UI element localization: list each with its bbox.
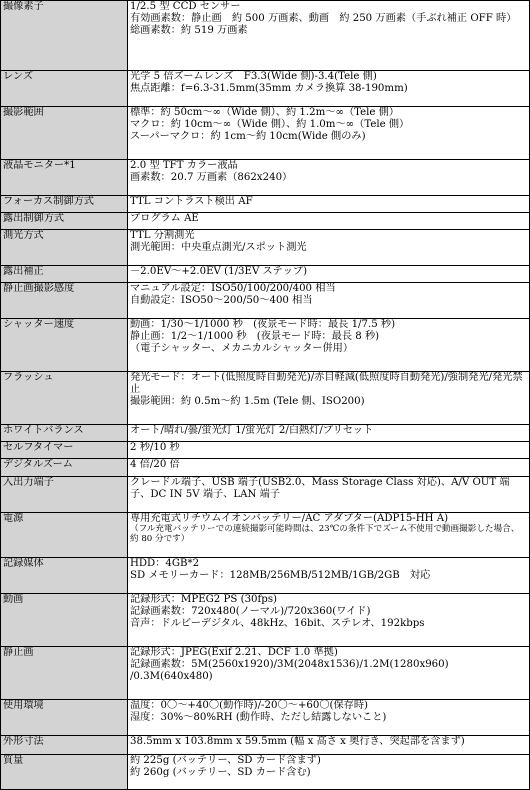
spec-value-line: TTL コントラスト検出 AF <box>130 196 253 207</box>
spec-value-line: 標準：約 50cm～∞（Wide 側）、約 1.2m～∞（Tele 側） <box>130 107 400 118</box>
spec-row <box>1 425 530 442</box>
spec-row <box>1 594 530 647</box>
spec-row <box>1 319 530 372</box>
spec-row <box>1 558 530 594</box>
spec-value <box>128 736 530 755</box>
spec-table-body <box>1 1 530 790</box>
spec-label: シャッター速度 <box>1 319 128 372</box>
spec-row <box>1 647 530 700</box>
spec-value <box>128 283 530 319</box>
spec-row <box>1 160 530 196</box>
spec-value-line: 音声：ドルビーデジタル、48kHz、16bit、ステレオ、192kbps <box>130 618 425 630</box>
spec-value-line: /0.3M(640x480) <box>130 671 213 683</box>
spec-value-line: 焦点距離：f=6.3-31.5mm(35mm カメラ換算 38-190mm) <box>130 83 408 95</box>
spec-value-line: 総画素数：約 519 万画素 <box>130 25 248 37</box>
spec-value <box>128 477 530 513</box>
spec-value <box>128 372 530 425</box>
spec-label: 露出補正 <box>1 266 128 283</box>
spec-value <box>128 459 530 477</box>
spec-label: 静止画撮影感度 <box>1 283 128 319</box>
spec-value-line: SD メモリーカード：128MB/256MB/512MB/1GB/2GB 対応 <box>130 570 431 582</box>
spec-value <box>128 425 530 442</box>
spec-value-line: 温度：0〇～+40〇(動作時)/-20〇～+60〇(保存時) <box>130 700 369 711</box>
spec-value-line: クレードル端子、USB 端子(USB2.0、Mass Storage Class 対応)、A/V OUT 端子、DC IN 5V 端子、LAN 端子 <box>130 477 510 501</box>
spec-value-line: スーパーマクロ：約 1cm～約 10cm(Wide 側のみ) <box>130 131 366 143</box>
spec-value-line: 発光モード：オート(低照度時自動発光)/赤目軽減(低照度時自動発光)/強制発光/発光禁止 <box>130 372 523 396</box>
spec-value <box>128 755 530 790</box>
spec-value <box>128 196 530 213</box>
spec-value <box>128 442 530 459</box>
spec-label: 液晶モニター*1 <box>1 160 128 196</box>
spec-value-line: －2.0EV～+2.0EV (1/3EV ステップ) <box>130 266 308 277</box>
spec-label: 静止画 <box>1 647 128 700</box>
spec-label: 露出制御方式 <box>1 213 128 230</box>
spec-value-line: HDD：4GB*2 <box>130 558 200 569</box>
spec-value-line: 約 225g (バッテリー、SD カード含まず) <box>130 755 321 766</box>
spec-row <box>1 196 530 213</box>
spec-value-line: TTL 分割測光 <box>130 230 195 241</box>
spec-value-line: 光学 5 倍ズームレンズ F3.3(Wide 側)-3.4(Tele 側) <box>130 71 377 82</box>
spec-label: セルフタイマー <box>1 442 128 459</box>
spec-label: 記録媒体 <box>1 558 128 594</box>
spec-value-line: 有効画素数：静止画 約 500 万画素、動画 約 250 万画素（手ぶれ補正 OFF 時） <box>130 13 517 25</box>
spec-value-line: 記録画素数：5M(2560x1920)/3M(2048x1536)/1.2M(1280x960) <box>130 659 449 671</box>
spec-row <box>1 283 530 319</box>
spec-value-line: マクロ：約 10cm～∞（Wide 側）、約 1.0m～∞（Tele 側） <box>130 119 410 131</box>
spec-row <box>1 107 530 160</box>
spec-label: フォーカス制御方式 <box>1 196 128 213</box>
spec-value-line: 記録形式：MPEG2 PS (30fps) <box>130 594 278 605</box>
spec-value-line: 約 260g (バッテリー、SD カード含む) <box>130 767 311 779</box>
spec-value-line: プログラム AE <box>130 213 199 224</box>
spec-label: 質量 <box>1 755 128 790</box>
spec-label: 入出力端子 <box>1 477 128 513</box>
spec-value-line: （フル充電バッテリーでの連続撮影可能時間は、23℃の条件下でズーム不使用で動画撮影した場合、約 80 分です） <box>130 524 520 544</box>
spec-value <box>128 266 530 283</box>
spec-value-line: 2.0 型 TFT カラー液晶 <box>130 160 238 171</box>
spec-value-line: 記録形式：JPEG(Exif 2.21、DCF 1.0 準拠) <box>130 647 338 658</box>
spec-row <box>1 459 530 477</box>
spec-value <box>128 230 530 266</box>
spec-value-line: 2 秒/10 秒 <box>130 442 180 453</box>
spec-value-line: （電子シャッター、メカニカルシャッター併用） <box>130 343 354 355</box>
spec-value <box>128 513 530 558</box>
spec-value-line: 測光範囲：中央重点測光/スポット測光 <box>130 242 307 254</box>
spec-row <box>1 71 530 107</box>
spec-value <box>128 107 530 160</box>
spec-value-line: 湿度：30%～80%RH (動作時、ただし結露しないこと) <box>130 712 387 724</box>
spec-value-line: 1/2.5 型 CCD センサー <box>130 1 241 12</box>
spec-label: 外形寸法 <box>1 736 128 755</box>
spec-value <box>128 647 530 700</box>
spec-row <box>1 230 530 266</box>
spec-value-line: 専用充電式リチウムイオンバッテリー/AC アダプター(ADP15-HH A) <box>130 513 449 524</box>
spec-row <box>1 1 530 71</box>
spec-row <box>1 266 530 283</box>
spec-value-line: オート/晴れ/曇/蛍光灯 1/蛍光灯 2/白熱灯/プリセット <box>130 425 374 436</box>
spec-row <box>1 736 530 755</box>
spec-value <box>128 213 530 230</box>
spec-label: フラッシュ <box>1 372 128 425</box>
spec-value <box>128 558 530 594</box>
spec-value <box>128 71 530 107</box>
spec-value-line: 38.5mm x 103.8mm x 59.5mm (幅 x 高さ x 奥行き、突起部を含まず) <box>130 736 465 747</box>
spec-value-line: 動画：1/30～1/1000 秒 (夜景モード時：最長 1/7.5 秒) <box>130 319 396 330</box>
spec-value <box>128 319 530 372</box>
spec-value-line: マニュアル設定：ISO50/100/200/400 相当 <box>130 283 336 294</box>
spec-value-line: 自動設定：ISO50～200/50～400 相当 <box>130 295 313 307</box>
spec-row <box>1 477 530 513</box>
spec-row <box>1 372 530 425</box>
spec-row <box>1 213 530 230</box>
spec-label: デジタルズーム <box>1 459 128 477</box>
spec-label: ホワイトバランス <box>1 425 128 442</box>
spec-label: 電源 <box>1 513 128 558</box>
spec-value-line: 静止画：1/2～1/1000 秒 (夜景モード時：最長 8 秒) <box>130 331 380 343</box>
spec-row <box>1 755 530 790</box>
spec-label: 動画 <box>1 594 128 647</box>
spec-label: 撮像素子 <box>1 1 128 71</box>
spec-row <box>1 513 530 558</box>
spec-label: レンズ <box>1 71 128 107</box>
spec-label: 使用環境 <box>1 700 128 736</box>
spec-label: 撮影範囲 <box>1 107 128 160</box>
spec-value-line: 撮影範囲：約 0.5m～約 1.5m (Tele 側、ISO200) <box>130 396 365 408</box>
spec-value <box>128 160 530 196</box>
spec-row <box>1 442 530 459</box>
spec-value-line: 記録画素数：720x480(ノーマル)/720x360(ワイド) <box>130 606 371 618</box>
spec-value <box>128 594 530 647</box>
spec-value <box>128 1 530 71</box>
spec-value-line: 4 倍/20 倍 <box>130 459 180 470</box>
spec-label: 測光方式 <box>1 230 128 266</box>
spec-value-line: 画素数：20.7 万画素（862x240） <box>130 172 293 184</box>
